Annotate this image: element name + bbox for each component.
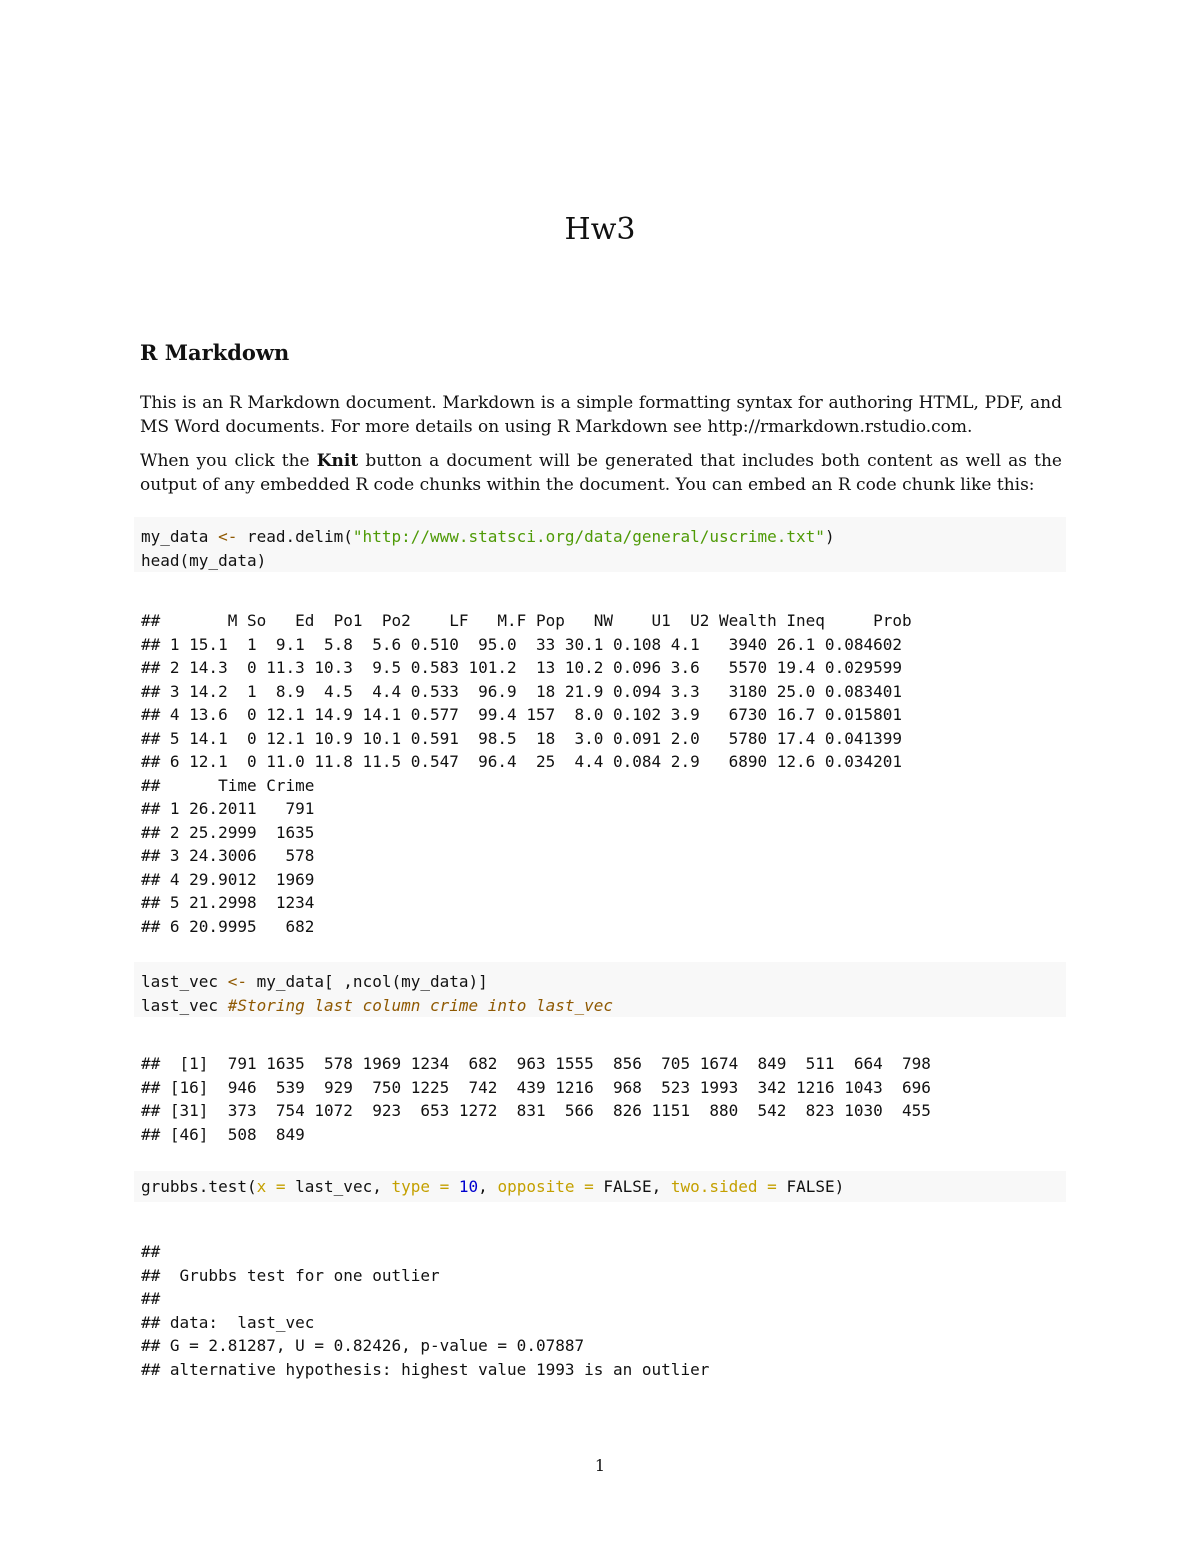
code-close: )	[824, 527, 835, 546]
code-var: my_data	[141, 527, 219, 546]
output-line: ## 2 25.2999 1635	[141, 822, 315, 842]
section-heading: R Markdown	[140, 340, 290, 365]
code-assign-operator: <-	[227, 972, 247, 991]
output-line: ## 6 20.9995 682	[141, 916, 315, 936]
output-line: ## 3 24.3006 578	[141, 846, 315, 865]
code-line	[141, 1175, 1059, 1199]
code-equals: =	[574, 1177, 604, 1196]
code-chunk-grubbs	[134, 1171, 1066, 1202]
output-line: ##	[141, 1289, 161, 1308]
knit-paragraph-start: When you click the	[140, 451, 317, 471]
output-line: ## Time Crime	[141, 775, 315, 795]
code-chunk-last-vec	[134, 962, 1066, 1017]
output-line: ## 3 14.2 1 8.9 4.5 4.4 0.533 96.9 18 21.9 0.094 3.3 3180 25.0 0.083401	[141, 681, 902, 701]
code-separator: ,	[478, 1177, 498, 1196]
knit-bold-word: Knit	[316, 451, 359, 471]
output-head-table	[141, 609, 912, 938]
output-line: ## data: last_vec	[141, 1312, 315, 1332]
output-line: ## G = 2.81287, U = 0.82426, p-value = 0.07887	[141, 1336, 585, 1355]
code-comment: #Storing last column crime into last_vec	[227, 995, 614, 1015]
code-var: last_vec	[141, 972, 228, 991]
output-line: ## [16] 946 539 929 750 1225 742 439 1216 968 523 1993 342 1216 1043 696	[141, 1077, 931, 1097]
output-line: ## 6 12.1 0 11.0 11.8 11.5 0.547 96.4 25 4.4 0.084 2.9 6890 12.6 0.034201	[141, 752, 902, 771]
output-line: ## 2 14.3 0 11.3 10.3 9.5 0.583 101.2 13 10.2 0.096 3.6 5570 19.4 0.029599	[141, 658, 902, 677]
output-grubbs-result	[141, 1240, 709, 1381]
code-equals: =	[266, 1177, 296, 1196]
code-number: 10	[458, 1177, 479, 1196]
output-line: ##	[141, 1242, 161, 1261]
code-var: last_vec	[141, 995, 228, 1015]
output-last-vec	[141, 1052, 931, 1146]
output-line: ## 5 21.2998 1234	[141, 893, 315, 912]
output-line: ## 4 13.6 0 12.1 14.9 14.1 0.577 99.4 157 8.0 0.102 3.9 6730 16.7 0.015801	[141, 705, 902, 724]
code-call: read.delim(	[237, 527, 353, 546]
output-line: ## alternative hypothesis: highest value 1993 is an outlier	[141, 1359, 710, 1379]
output-line: ## 1 15.1 1 9.1 5.8 5.6 0.510 95.0 33 30.1 0.108 4.1 3940 26.1 0.084602	[141, 634, 902, 654]
output-line: ## M So Ed Po1 Po2 LF M.F Pop NW U1 U2 Wealth Ineq Prob	[141, 611, 912, 630]
output-line: ## [1] 791 1635 578 1969 1234 682 963 1555 856 705 1674 849 511 664 798	[141, 1054, 931, 1073]
code-chunk-read-data	[134, 517, 1066, 572]
code-function: grubbs.test(	[141, 1177, 257, 1196]
knit-paragraph	[140, 450, 1062, 497]
output-line: ## [46] 508 849	[141, 1124, 305, 1144]
output-line: ## 4 29.9012 1969	[141, 869, 315, 889]
code-value: FALSE,	[603, 1177, 671, 1196]
code-value: FALSE)	[786, 1177, 845, 1196]
code-arg-x: x	[256, 1177, 267, 1196]
code-assign-operator: <-	[218, 527, 238, 546]
intro-paragraph: This is an R Markdown document. Markdown is a simple formatting syntax for authoring HTML, PDF, and MS Word documents. For more details on using R Markdown see http://rmarkdown.rstudio.com.	[140, 393, 1062, 437]
output-line: ## 5 14.1 0 12.1 10.9 10.1 0.591 98.5 18 3.0 0.091 2.0 5780 17.4 0.041399	[141, 728, 902, 748]
code-arg-type: type	[391, 1177, 430, 1196]
code-line	[141, 994, 1059, 1018]
output-line: ## Grubbs test for one outlier	[141, 1265, 440, 1285]
code-expression: my_data[ ,ncol(my_data)]	[246, 972, 488, 991]
output-line: ## 1 26.2011 791	[141, 799, 315, 818]
code-equals: =	[757, 1177, 787, 1196]
code-string-url: "http://www.statsci.org/data/general/uscrime.txt"	[352, 527, 825, 546]
document-title: Hw3	[564, 212, 636, 247]
page-number: 1	[594, 1456, 606, 1475]
code-line: head(my_data)	[141, 550, 267, 570]
code-arg-two-sided: two.sided	[670, 1177, 758, 1196]
code-line	[141, 525, 1059, 549]
code-arg-opposite: opposite	[497, 1177, 575, 1196]
output-line: ## [31] 373 754 1072 923 653 1272 831 566 826 1151 880 542 823 1030 455	[141, 1101, 931, 1120]
code-equals: =	[430, 1177, 459, 1196]
knit-paragraph-end: button a document will be generated that includes both content as well as the output of any embedded R code chunks within the document. You can embed an R code chunk like this:	[140, 451, 1062, 495]
code-value: last_vec,	[295, 1177, 392, 1196]
code-line	[141, 970, 1059, 994]
